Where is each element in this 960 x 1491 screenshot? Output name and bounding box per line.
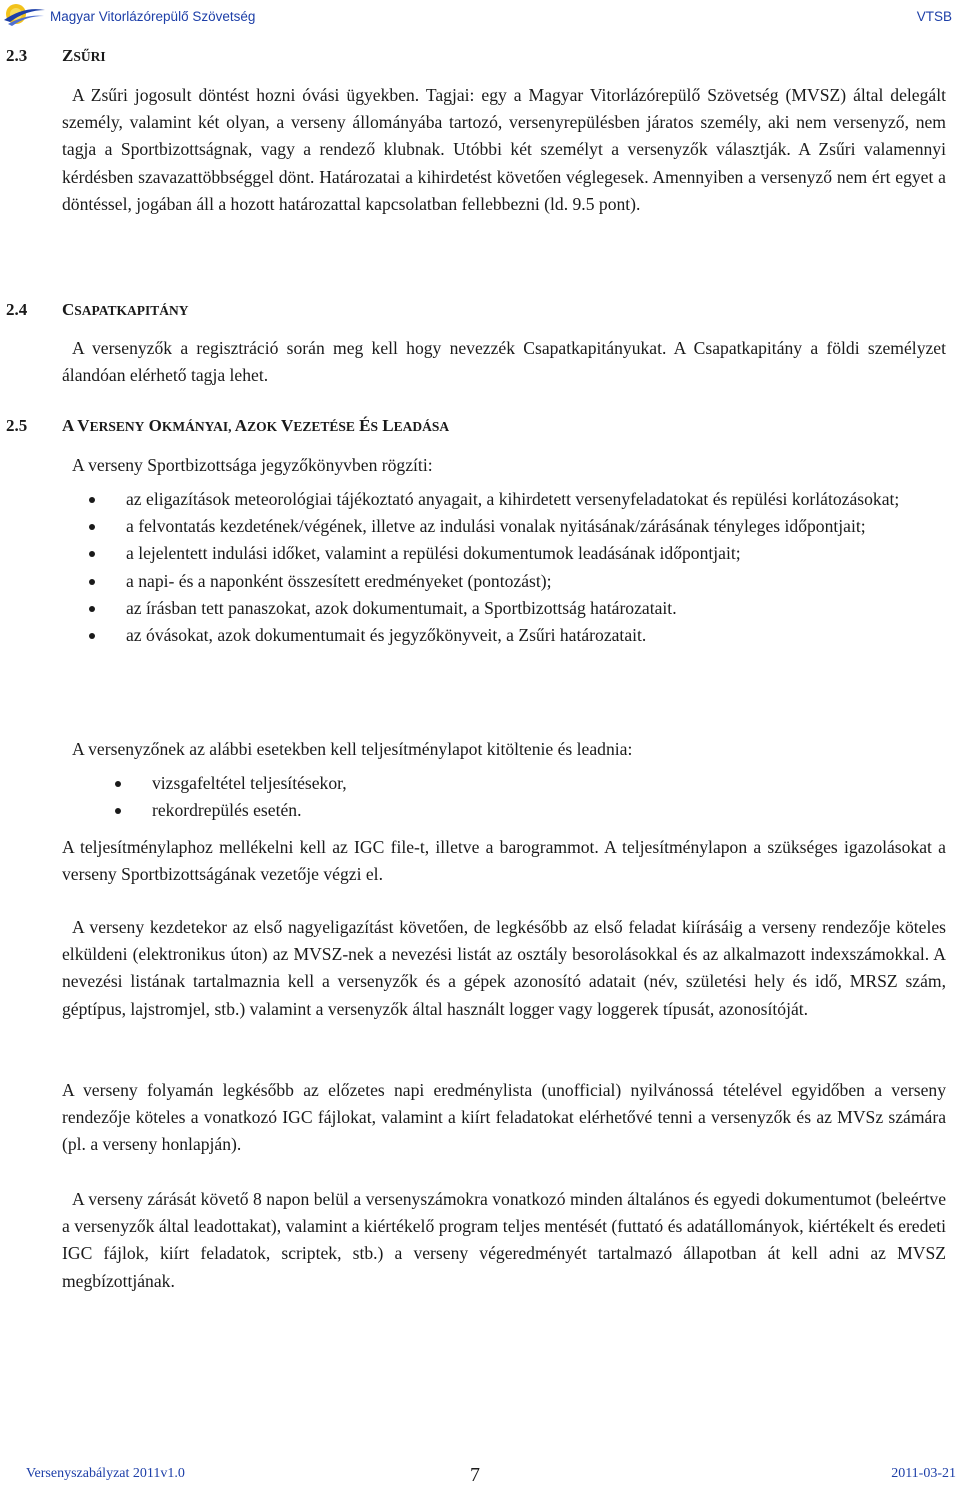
header-organization: Magyar Vitorlázórepülő Szövetség	[50, 9, 256, 24]
header-abbreviation: VTSB	[916, 9, 952, 24]
bullet-icon	[89, 497, 95, 503]
bullet-icon	[89, 551, 95, 557]
bullet-icon	[89, 633, 95, 639]
bullet-icon	[89, 579, 95, 585]
list-item: az óvásokat, azok dokumentumait és jegyzőkönyveit, a Zsűri határozatait.	[126, 622, 946, 649]
list-teljesitmenylap	[152, 770, 752, 824]
list-item: a lejelentett indulási időket, valamint a repülési dokumentumok leadásának időpontjait;	[126, 540, 946, 567]
list-item: a napi- és a naponként összesített eredményeket (pontozást);	[126, 568, 946, 595]
section-number: 2.5	[6, 416, 28, 435]
title-word: LEADÁSA	[382, 416, 450, 435]
list-item: az eligazítások meteorológiai tájékoztató anyagait, a kihirdetett versenyfeladatokat és repülési korlátozásokat;	[126, 486, 946, 513]
list-jegyzokonyv	[126, 486, 946, 649]
footer-page-number: 7	[470, 1464, 480, 1486]
section-title: CSAPATKAPITÁNY	[62, 300, 189, 319]
title-word: ÉS	[359, 416, 378, 435]
page-header	[0, 0, 960, 34]
paragraph-jegyzokonyv-intro: A verseny Sportbizottsága jegyzőkönyvben rögzíti:	[72, 455, 433, 475]
paragraph-nevezesi-lista: A verseny kezdetekor az első nagyeligazítást követően, de legkésőbb az első feladat kiírásáig a verseny rendezője köteles elküldeni (elektronikus úton) az MVSZ-nek a nevezési listát az osztály besorolásokkal és az alkalmazott indexszámokkal. A nevezési listának tartalmaznia kell a versenyzők és a gépek azonosító adatait (név, születési hely és idő, MRSZ szám, géptípus, lajstromjel, stb.) valamint a versenyzők által használt logger vagy loggerek típusát, azonosítóját.	[62, 917, 946, 1019]
section-number: 2.4	[6, 300, 28, 319]
page-footer	[0, 1456, 960, 1486]
list-item: a felvontatás kezdetének/végének, illetve az indulási vonalak nyitásának/zárásának tényleges időpontjait;	[126, 513, 946, 540]
footer-document-version: Versenyszabályzat 2011v1.0	[26, 1466, 185, 1481]
section-number: 2.3	[6, 46, 28, 65]
section-title	[62, 416, 449, 436]
paragraph-teljesitmenylap-intro: A versenyzőnek az alábbi esetekben kell teljesítménylapot kitöltenie és leadnia:	[72, 739, 633, 759]
title-word: OKMÁNYAI,	[148, 416, 232, 435]
title-word: VERSENY	[77, 416, 145, 435]
bullet-icon	[89, 606, 95, 612]
bullet-icon	[115, 781, 121, 787]
paragraph-verseny-zarasa: A verseny zárását követő 8 napon belül a versenyszámokra vonatkozó minden általános és egyedi dokumentumot (beleértve a versenyzők által leadottakat), valamint a kiértékelő program teljes mentését (futtató és adatállományok, kiértékelt és eredeti IGC fájlok, kiírt feladatok, scriptek, stb.) a verseny végeredményét tartalmazó állapotban át kell adni az MVSZ megbízottjának.	[62, 1189, 946, 1291]
section-title: ZSŰRI	[62, 46, 106, 65]
paragraph-igc: A teljesítménylaphoz mellékelni kell az IGC file-t, illetve a barogrammot. A teljesítménylapon a szükséges igazolásokat a verseny Sportbizottságának vezetője végzi el.	[62, 837, 946, 885]
paragraph-verseny-folyaman: A verseny folyamán legkésőbb az előzetes napi eredménylista (unofficial) nyilvánossá tételével egyidőben a verseny rendezője köteles a vonatkozó IGC fájlokat, valamint a kiírt feladatokat elérhetővé tenni a versenyzők és az MVSz számára (pl. a verseny honlapján).	[62, 1080, 946, 1155]
list-item: vizsgafeltétel teljesítésekor,	[152, 770, 752, 797]
paragraph-csapatkapitany: A versenyzők a regisztráció során meg kell hogy nevezzék Csapatkapitányukat. A Csapatkapitány a földi személyzet álandóan elérhető tagja lehet.	[62, 338, 946, 386]
list-item: rekordrepülés esetén.	[152, 797, 752, 824]
bullet-icon	[89, 524, 95, 530]
title-word: AZOK	[234, 416, 278, 435]
footer-date: 2011-03-21	[891, 1466, 956, 1481]
title-word: VEZETÉSE	[281, 416, 355, 435]
list-item: az írásban tett panaszokat, azok dokumentumait, a Sportbizottság határozatait.	[126, 595, 946, 622]
bullet-icon	[115, 808, 121, 814]
glider-sun-logo-icon	[2, 0, 46, 30]
paragraph-zsuri: A Zsűri jogosult döntést hozni óvási ügyekben. Tagjai: egy a Magyar Vitorlázórepülő Szövetség (MVSZ) által delegált személy, valamint két olyan, a verseny állományába tartozó, versenyrepülésben járatos személy, aki nem versenyző, nem tagja a Sportbizottságnak, vagy a rendező klubnak. Utóbbi két személyt a versenyzők választják. A Zsűri valamennyi kérdésben szavazattöbbséggel dönt. Határozatai a kihirdetést követően véglegesek. Amennyiben a versenyző nem ért egyet a döntéssel, jogában áll a hozott határozattal kapcsolatban fellebbezni (ld. 9.5 pont).	[62, 85, 946, 214]
title-word: A	[62, 416, 74, 435]
